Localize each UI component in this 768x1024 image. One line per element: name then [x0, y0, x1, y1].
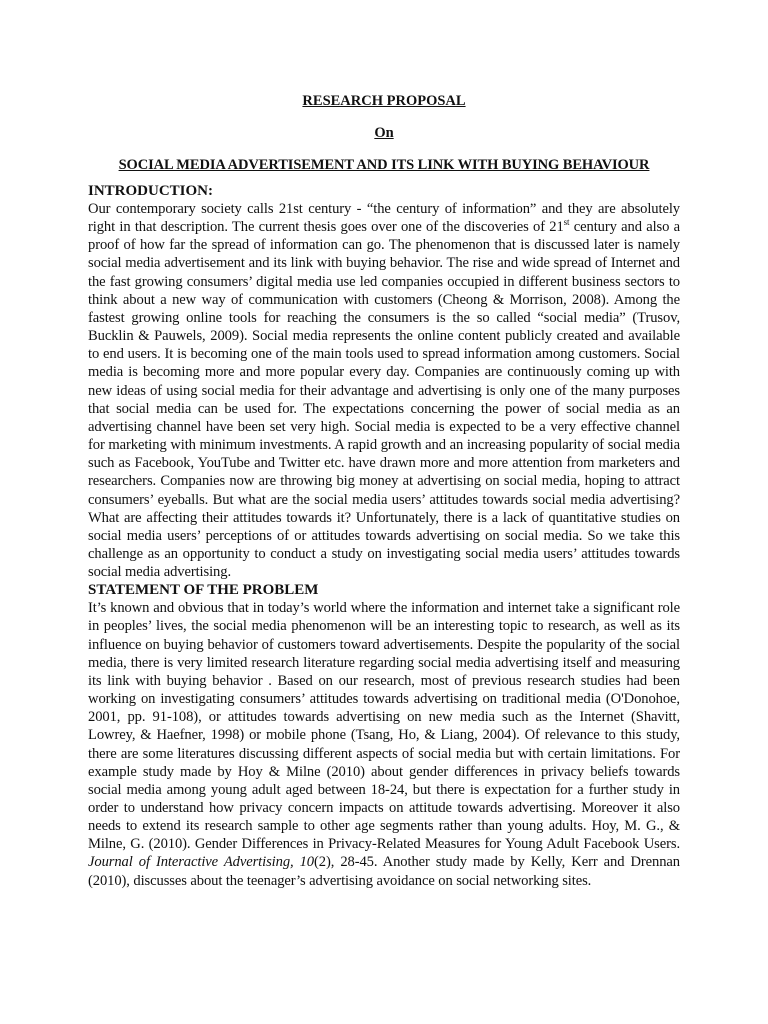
document-title: RESEARCH PROPOSAL — [302, 93, 466, 109]
introduction-text-start: Our contemporary society calls 21st century - “the century of information” and they are absolutely right in that description. The current thesis goes over one of the discoveries of 21 — [88, 201, 680, 236]
document-title-connector: On — [374, 125, 394, 141]
journal-title: Journal of Interactive Advertising, 10 — [88, 854, 315, 871]
problem-heading: STATEMENT OF THE PROBLEM — [88, 582, 319, 599]
problem-text-rest: (2), 28-45. Another study made by Kelly, Kerr and Drennan (2010), discusses about the teenager’s advertising avoidance on social networking sites. — [88, 854, 681, 889]
introduction-text-rest: century and also a proof of how far the spread of information can go. The phenomenon that is discussed later is namely social media advertisement and its link with buying behavior. The rise and wide spread of Internet and the fast growing consumers’ digital media use led companies occupied in different business sectors to think about a new way of communication with customers (Cheong & Morrison, 2008). Among the fastest growing online tools for reaching the consumers is the so called “social media” (Trusov, Bucklin & Pauwels, 2009). Social media represents the online content publicly created and available to end users. It is becoming one of the main tools used to spread information among customers. Social media is becoming more and more popular every day. Companies are continuously coming up with new ideas of using social media for their advantage and advertising is only one of the many purposes that social media can be used for. The expectations concerning the power of social media as an advertising channel have been set very high. Social media is expected to be a very effective channel for marketing with minimum investments. A rapid growth and an increasing popularity of social media such as Facebook, YouTube and Twitter etc. have drawn more and more attention from marketers and researchers. Companies now are throwing big money at advertising on social media, hoping to attract consumers’ eyeballs. But what are the social media users’ attitudes towards social media advertising? What are affecting their attitudes towards it? Unfortunately, there is a lack of quantitative studies on social media users’ perceptions of or attitudes towards advertising on social media. So we take this challenge as an opportunity to conduct a study on investigating social media users’ attitudes towards social media advertising. — [88, 219, 680, 581]
introduction-paragraph — [88, 200, 680, 581]
problem-paragraph — [88, 599, 680, 890]
ordinal-superscript: st — [563, 217, 570, 228]
document-subtitle: SOCIAL MEDIA ADVERTISEMENT AND ITS LINK WITH BUYING BEHAVIOUR — [118, 157, 650, 173]
problem-text-start: It’s known and obvious that in today’s world where the information and internet take a significant role in peoples’ lives, the social media phenomenon will be an interesting topic to research, as well as its influence on buying behavior of customers toward advertisements. Despite the popularity of the social media, there is very limited research literature regarding social media advertising itself and measuring its link with buying behavior . Based on our research, most of previous research studies had been working on investigating consumers’ attitudes towards advertising on traditional media (O'Donohoe, 2001, pp. 91-108), or attitudes towards advertising on new media such as the Internet (Shavitt, Lowrey, & Haefner, 1998) or mobile phone (Tsang, Ho, & Liang, 2004). Of relevance to this study, there are some literatures discussing different aspects of social media but with certain limitations. For example study made by Hoy & Milne (2010) about gender differences in privacy beliefs towards social media among young adult aged between 18-24, but there is expectation for a further study in order to understand how privacy concern impacts on attitude towards advertising. Moreover it also needs to extend its research sample to other age segments rather than young adults. Hoy, M. G., & Milne, G. (2010). Gender Differences in Privacy-Related Measures for Young Adult Facebook Users. — [88, 600, 680, 853]
document-page — [88, 86, 680, 890]
introduction-heading: INTRODUCTION: — [88, 183, 214, 199]
